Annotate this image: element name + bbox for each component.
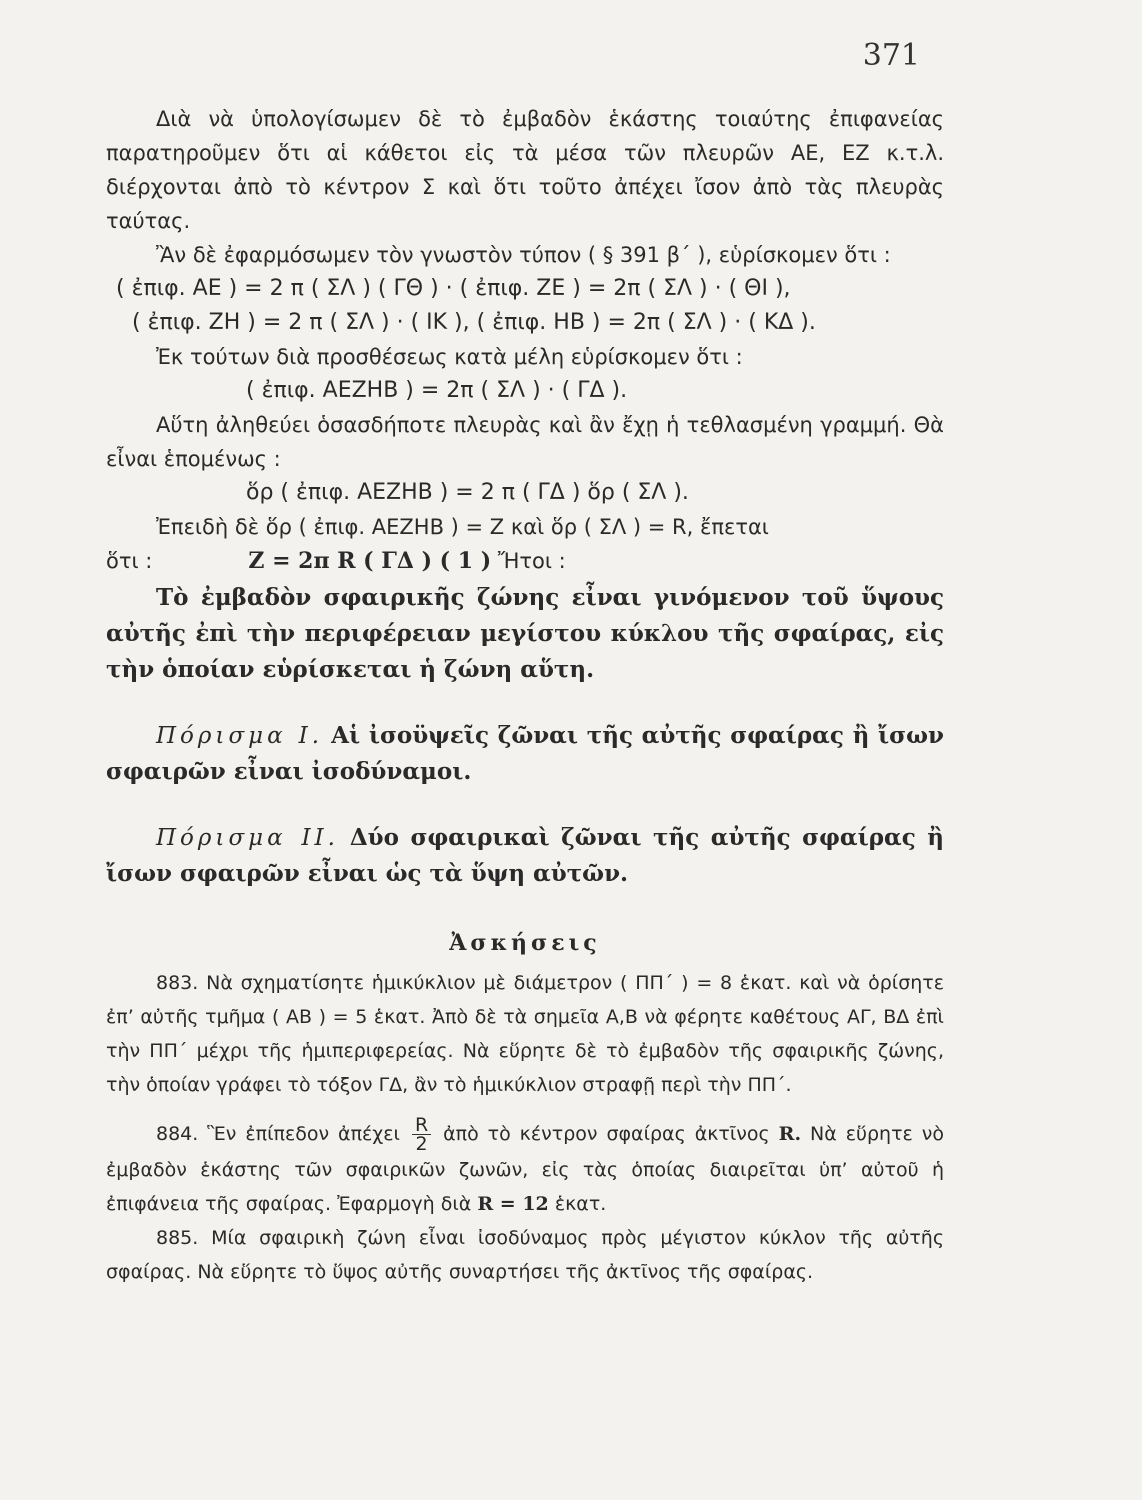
theorem: Τὸ ἐμβαδὸν σφαιρικῆς ζώνης εἶναι γινόμενον τοῦ ὕψους αὐτῆς ἐπὶ τὴν περιφέρειαν μεγίστου κύκλου τῆς σφαίρας, εἰς τὴν ὁποίαν εὑρίσκεται ἡ ζώνη αὕτη. xyxy=(106,584,944,683)
exercise-884 xyxy=(106,1116,944,1221)
corollary-2-label: Πόρισμα ΙΙ. xyxy=(156,825,339,851)
paragraph-3: Αὕτη ἀληθεύει ὁσασδήποτε πλευρὰς καὶ ἂν ἔχῃ ἡ τεθλασμένη γραμμή. Θὰ εἶναι ἑπομένως : xyxy=(106,413,944,471)
corollary-1-label: Πόρισμα Ι. xyxy=(156,723,324,749)
exercise-884-text-c: Νὰ εὕρητε νὸ ἐμβαδὸν ἑκάστης τῶν σφαιρικῶν ζωνῶν, εἰς τὰς ὁποίας διαιρεῖται ὑπ’ αὐτοῦ ἡ ἐπιφάνεια τῆς σφαίρας. Ἐφαρμογὴ διὰ xyxy=(106,1123,945,1215)
page-number: 371 xyxy=(862,38,920,73)
intro-paragraph-2: Ἂν δὲ ἐφαρμόσωμεν τὸν γνωστὸν τύπον ( § 391 β΄ ), εὑρίσκομεν ὅτι : xyxy=(156,243,891,267)
fraction-denominator: 2 xyxy=(415,1133,428,1155)
paragraph-4: Ἐπειδὴ δὲ ὅρ ( ἐπιφ. ΑΕΖΗΒ ) = Ζ καὶ ὅρ ( ΣΛ ) = R, ἔπεται xyxy=(156,515,769,539)
formula-intro: Ἐκ τούτων διὰ προσθέσεως κατὰ μέλη εὑρίσκομεν ὅτι : xyxy=(156,345,743,369)
formula-result: Ζ = 2π R ( ΓΔ ) ( 1 ) xyxy=(248,548,492,574)
formula-line-2: ( ἐπιφ. ΖΗ ) = 2 π ( ΣΛ ) · ( ΙΚ ), ( ἐπιφ. ΗΒ ) = 2π ( ΣΛ ) · ( ΚΔ ). xyxy=(132,310,816,335)
corollary-1 xyxy=(106,718,944,790)
corollary-2-text: Δύο σφαιρικαὶ ζῶναι τῆς αὐτῆς σφαίρας ἢ ἴσων σφαιρῶν εἶναι ὡς τὰ ὕψη αὐτῶν. xyxy=(106,824,945,887)
formula-sum: ( ἐπιφ. ΑΕΖΗΒ ) = 2π ( ΣΛ ) · ( ΓΔ ). xyxy=(246,378,628,403)
exercise-883 xyxy=(106,966,944,1102)
exercise-883-number: 883. xyxy=(156,972,199,994)
exercise-885-text: Μία σφαιρικὴ ζώνη εἶναι ἰσοδύναμος πρὸς μέγιστον κύκλον τῆς αὐτῆς σφαίρας. Νὰ εὕρητε τὸ ὕψος αὐτῆς συναρτήσει τῆς ἀκτῖνος τῆς σφαίρας. xyxy=(106,1227,945,1283)
exercise-885-number: 885. xyxy=(156,1227,199,1249)
exercise-884-radius: R. xyxy=(778,1123,802,1145)
formula-limit: ὅρ ( ἐπιφ. ΑΕΖΗΒ ) = 2 π ( ΓΔ ) ὅρ ( ΣΛ ). xyxy=(246,480,689,505)
exercise-884-unit: ἑκατ. xyxy=(554,1193,607,1215)
formula-line-1: ( ἐπιφ. ΑΕ ) = 2 π ( ΣΛ ) ( ΓΘ ) · ( ἐπιφ. ΖΕ ) = 2π ( ΣΛ ) · ( ΘΙ ), xyxy=(116,276,791,301)
etoi-label: Ἤτοι : xyxy=(497,549,566,573)
corollary-2 xyxy=(106,820,944,892)
exercise-885 xyxy=(106,1221,944,1289)
formula-result-line xyxy=(106,544,944,578)
intro-paragraph-1: Διὰ νὰ ὑπολογίσωμεν δὲ τὸ ἐμβαδὸν ἑκάστης τοιαύτης ἐπιφανείας παρατηροῦμεν ὅτι αἱ κάθετοι εἰς τὰ μέσα τῶν πλευρῶν ΑΕ, ΕΖ κ.τ.λ. διέρχονται ἀπὸ τὸ κέντρον Σ καὶ ὅτι τοῦτο ἀπέχει ἴσον ἀπὸ τὰς πλευρὰς ταύτας. xyxy=(106,107,944,233)
page-body xyxy=(106,102,944,1289)
exercise-883-text: Νὰ σχηματίσητε ἡμικύκλιον μὲ διάμετρον ( ΠΠ΄ ) = 8 ἑκατ. καὶ νὰ ὁρίσητε ἐπ’ αὐτῆς τμῆμα ( ΑΒ ) = 5 ἑκατ. Ἀπὸ δὲ τὰ σημεῖα Α,Β νὰ φέρητε καθέτους ΑΓ, ΒΔ ἐπὶ τὴν ΠΠ΄ μέχρι τῆς ἡμιπεριφερείας. Νὰ εὕρητε δὲ τὸ ἐμβαδὸν τῆς σφαιρικῆς ζώνης, τὴν ὁποίαν γράφει τὸ τόξον ΓΔ, ἂν τὸ ἡμικύκλιον στραφῇ περὶ τὴν ΠΠ΄. xyxy=(106,972,944,1096)
fraction-r-over-2 xyxy=(412,1116,431,1153)
exercises-heading: Ἀσκήσεις xyxy=(449,930,601,956)
fraction-numerator: R xyxy=(412,1116,431,1135)
exercise-884-text-b: ἀπὸ τὸ κέντρον σφαίρας ἀκτῖνος xyxy=(443,1123,770,1145)
exercise-884-text-a: Ἓν ἐπίπεδον ἀπέχει xyxy=(207,1123,400,1145)
corollary-1-text: Αἱ ἰσοϋψεῖς ζῶναι τῆς αὐτῆς σφαίρας ἢ ἴσων σφαιρῶν εἶναι ἰσοδύναμοι. xyxy=(106,722,944,785)
exercise-884-value: R = 12 xyxy=(477,1193,549,1215)
exercise-884-number: 884. xyxy=(156,1123,199,1145)
hoti-label: ὅτι : xyxy=(106,549,153,573)
